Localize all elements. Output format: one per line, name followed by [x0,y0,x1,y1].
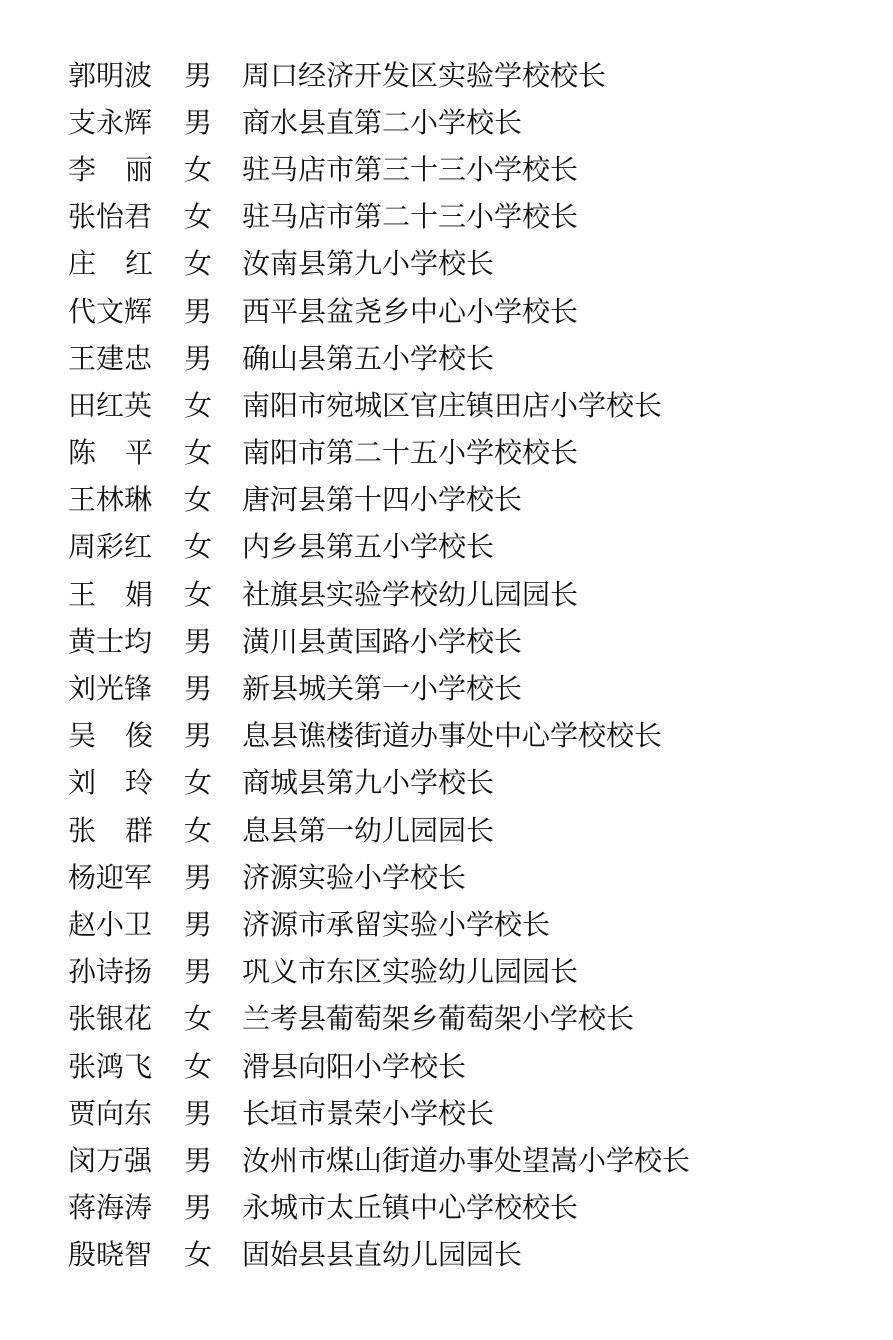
person-name: 蒋海涛 [68,1191,153,1225]
person-name: 张 群 [68,813,153,847]
person-title: 周口经济开发区实验学校校长 [242,58,607,92]
person-gender: 女 [184,813,213,847]
list-item [68,194,848,241]
person-title: 西平县盆尧乡中心小学校长 [242,294,579,328]
person-gender: 女 [184,247,213,281]
person-gender: 男 [184,860,213,894]
person-gender: 男 [184,341,213,375]
list-item [68,241,848,288]
person-title: 内乡县第五小学校长 [242,530,495,564]
person-name: 刘 玲 [68,766,153,800]
person-gender: 女 [184,766,213,800]
person-title: 汝南县第九小学校长 [242,247,495,281]
list-item [68,524,848,571]
person-gender: 男 [184,955,213,989]
list-item [68,854,848,901]
person-gender: 女 [184,1049,213,1083]
person-name: 庄 红 [68,247,153,281]
person-gender: 男 [184,907,213,941]
person-gender: 女 [184,530,213,564]
person-title: 长垣市景荣小学校长 [242,1096,495,1130]
person-title: 息县第一幼儿园园长 [242,813,495,847]
person-name: 殷晓智 [68,1238,153,1272]
list-item [68,382,848,429]
list-item [68,571,848,618]
list-item [68,477,848,524]
person-title: 确山县第五小学校长 [242,341,495,375]
person-gender: 男 [184,719,213,753]
person-title: 潢川县黄国路小学校长 [242,624,523,658]
person-name: 赵小卫 [68,907,153,941]
person-gender: 男 [184,1143,213,1177]
person-gender: 男 [184,58,213,92]
person-name: 田红英 [68,388,153,422]
list-item [68,949,848,996]
list-item [68,713,848,760]
person-name: 陈 平 [68,436,153,470]
list-item [68,1137,848,1184]
list-item [68,665,848,712]
list-item [68,99,848,146]
list-item [68,1185,848,1232]
person-gender: 女 [184,436,213,470]
person-title: 滑县向阳小学校长 [242,1049,467,1083]
list-item [68,1232,848,1279]
person-name: 张银花 [68,1002,153,1036]
person-title: 新县城关第一小学校长 [242,672,523,706]
person-gender: 女 [184,1238,213,1272]
person-title: 驻马店市第二十三小学校长 [242,200,579,234]
person-title: 南阳市第二十五小学校校长 [242,436,579,470]
list-item [68,1090,848,1137]
list-item [68,901,848,948]
person-gender: 男 [184,624,213,658]
person-name: 杨迎军 [68,860,153,894]
person-gender: 男 [184,1191,213,1225]
person-name: 张怡君 [68,200,153,234]
person-title: 商水县直第二小学校长 [242,105,523,139]
person-gender: 女 [184,388,213,422]
list-item [68,335,848,382]
person-name: 周彩红 [68,530,153,564]
person-title: 兰考县葡萄架乡葡萄架小学校长 [242,1002,635,1036]
person-gender: 女 [184,200,213,234]
list-item [68,807,848,854]
person-name: 代文辉 [68,294,153,328]
person-title: 永城市太丘镇中心学校校长 [242,1191,579,1225]
person-gender: 男 [184,672,213,706]
person-title: 济源市承留实验小学校长 [242,907,551,941]
person-name: 张鸿飞 [68,1049,153,1083]
person-title: 固始县县直幼儿园园长 [242,1238,523,1272]
person-name: 贾向东 [68,1096,153,1130]
person-name: 王建忠 [68,341,153,375]
principal-list [68,52,848,1279]
person-name: 王 娟 [68,577,153,611]
person-name: 李 丽 [68,152,153,186]
person-name: 支永辉 [68,105,153,139]
person-gender: 女 [184,577,213,611]
person-gender: 男 [184,294,213,328]
list-item [68,146,848,193]
person-gender: 女 [184,483,213,517]
person-title: 商城县第九小学校长 [242,766,495,800]
person-title: 汝州市煤山街道办事处望嵩小学校长 [242,1143,691,1177]
person-title: 济源实验小学校长 [242,860,467,894]
list-item [68,430,848,477]
person-name: 孙诗扬 [68,955,153,989]
person-name: 王林琳 [68,483,153,517]
person-gender: 男 [184,1096,213,1130]
person-title: 息县谯楼街道办事处中心学校校长 [242,719,663,753]
person-gender: 女 [184,1002,213,1036]
list-item [68,52,848,99]
person-title: 巩义市东区实验幼儿园园长 [242,955,579,989]
person-name: 郭明波 [68,58,153,92]
list-item [68,1043,848,1090]
person-title: 社旗县实验学校幼儿园园长 [242,577,579,611]
person-name: 黄士均 [68,624,153,658]
person-title: 驻马店市第三十三小学校长 [242,152,579,186]
list-item [68,288,848,335]
list-item [68,760,848,807]
list-item [68,996,848,1043]
person-title: 南阳市宛城区官庄镇田店小学校长 [242,388,663,422]
person-name: 吴 俊 [68,719,153,753]
person-gender: 女 [184,152,213,186]
list-item [68,618,848,665]
person-name: 刘光锋 [68,672,153,706]
person-title: 唐河县第十四小学校长 [242,483,523,517]
person-gender: 男 [184,105,213,139]
person-name: 闵万强 [68,1143,153,1177]
